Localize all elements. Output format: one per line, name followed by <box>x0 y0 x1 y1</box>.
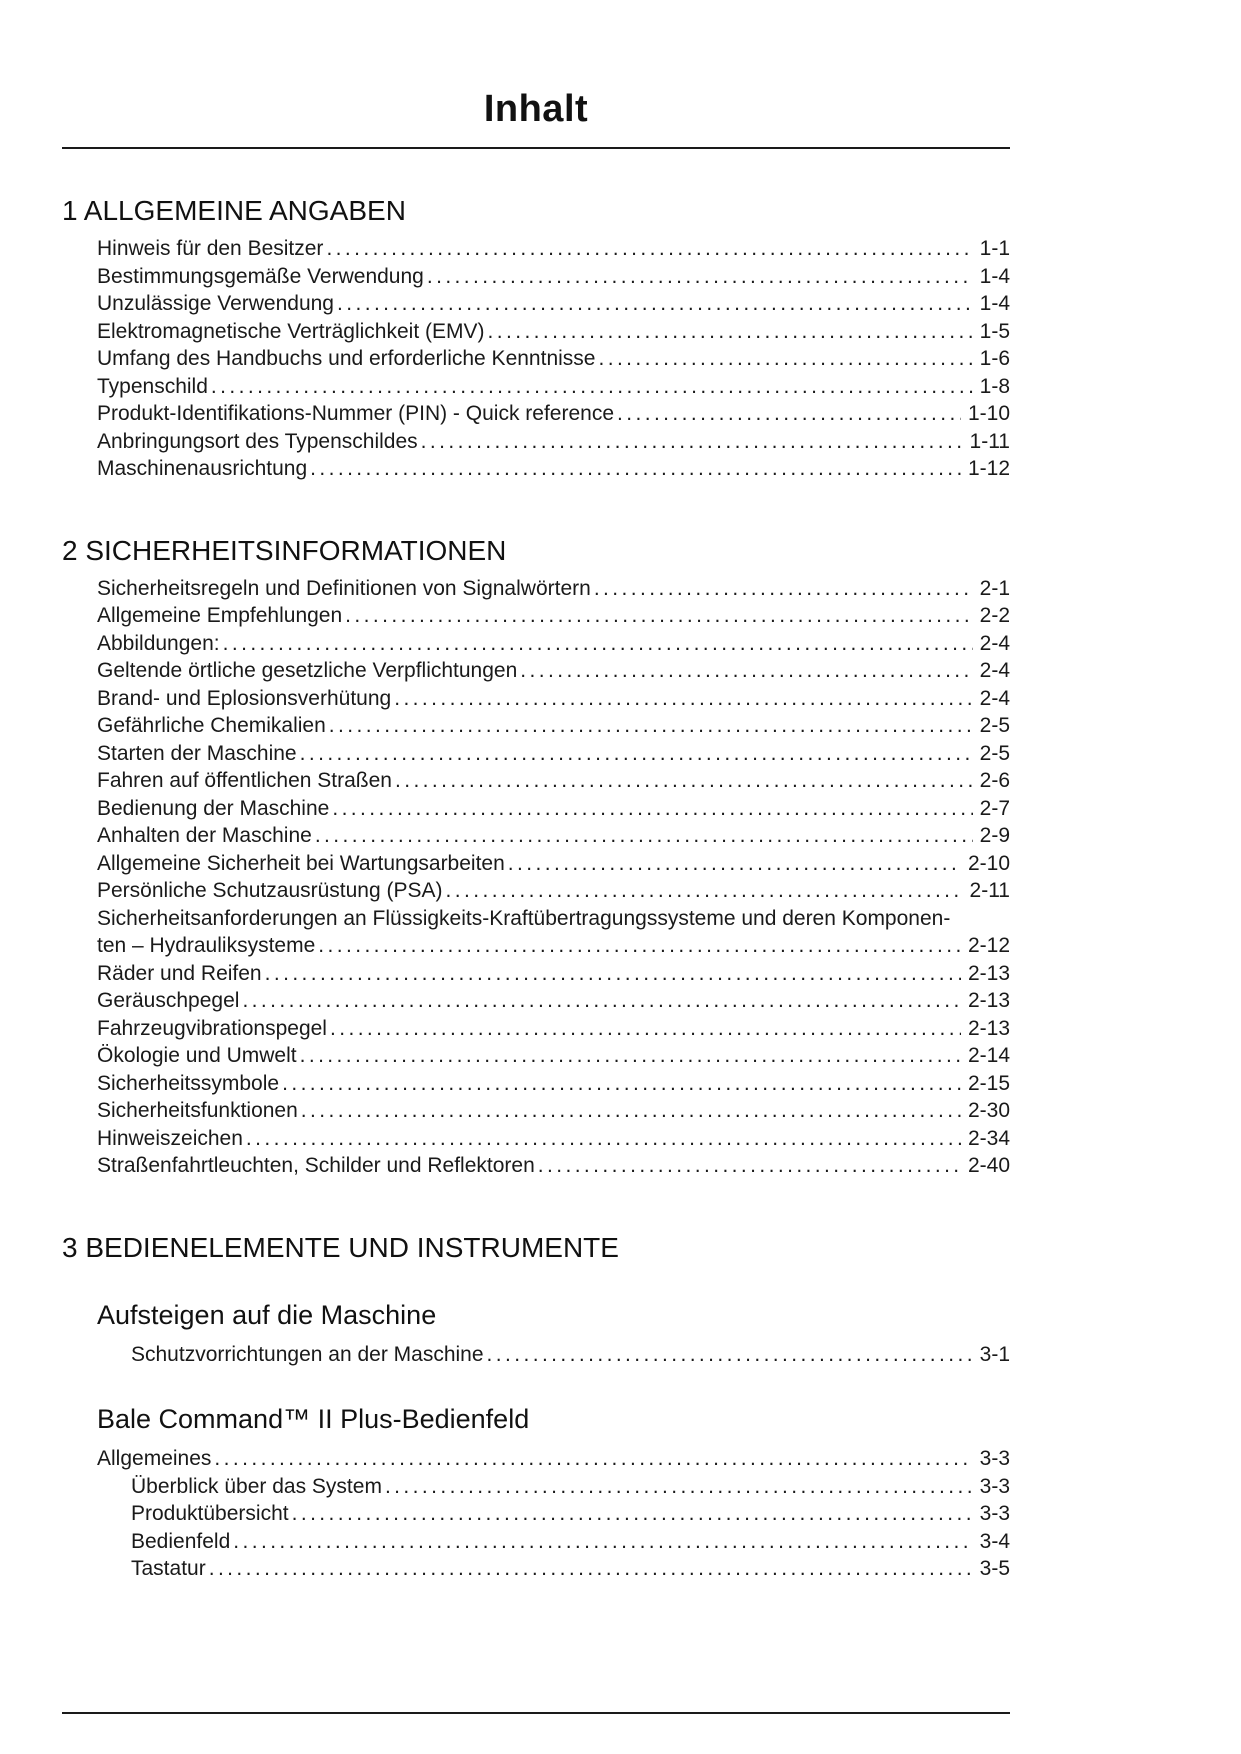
dot-leader <box>594 575 973 603</box>
toc-entry-label: Überblick über das System <box>131 1474 382 1498</box>
toc-entry-label: Tastatur <box>131 1557 206 1580</box>
toc-entry-label: Persönliche Schutzausrüstung (PSA) <box>97 879 443 902</box>
subsection-heading: Aufsteigen auf die Maschine <box>97 1299 437 1330</box>
toc-entry <box>97 1097 1010 1125</box>
toc-entry-page: 3-4 <box>979 1529 1010 1553</box>
section-heading: 1 ALLGEMEINE ANGABEN <box>62 195 406 226</box>
toc-entry-label: Räder und Reifen <box>97 961 262 985</box>
toc-section <box>62 195 1010 483</box>
toc-entry-page: 2-13 <box>967 1016 1010 1040</box>
toc-entry-page: 2-4 <box>979 631 1010 655</box>
toc-entry <box>97 428 1010 456</box>
toc-entry-page: 2-6 <box>979 769 1010 792</box>
bottom-divider <box>62 1712 1010 1714</box>
toc-entry-page: 1-12 <box>967 457 1010 480</box>
dot-leader <box>345 602 972 630</box>
toc-entry-label: Abbildungen: <box>97 631 220 655</box>
dot-leader <box>329 712 973 740</box>
toc-entry-label: Anbringungsort des Typenschildes <box>97 429 418 453</box>
toc-entry-page: 3-5 <box>979 1557 1010 1580</box>
dot-leader <box>300 1042 961 1070</box>
toc-entry <box>131 1500 1010 1528</box>
toc-entry <box>97 1070 1010 1098</box>
dot-leader <box>487 1341 973 1369</box>
section-heading: 3 BEDIENELEMENTE UND INSTRUMENTE <box>62 1231 619 1263</box>
toc-entry <box>97 685 1010 713</box>
toc-entry-label: Hinweiszeichen <box>97 1126 243 1150</box>
toc-entry-page: 3-3 <box>979 1474 1010 1498</box>
toc-entry-page: 2-11 <box>969 879 1010 902</box>
toc-entry <box>131 1473 1010 1501</box>
toc-entry <box>97 400 1010 428</box>
toc-entry-page: 2-12 <box>967 934 1010 957</box>
page-title: Inhalt <box>483 88 589 130</box>
toc <box>62 195 1010 1583</box>
toc-entry-label: Elektromagnetische Verträglichkeit (EMV) <box>97 319 485 343</box>
toc-entry-label: Typenschild <box>97 374 208 398</box>
toc-entry-page: 1-4 <box>979 292 1010 315</box>
toc-entry-label: Bedienfeld <box>131 1529 231 1553</box>
toc-entry <box>97 712 1010 740</box>
toc-section <box>62 535 1010 1180</box>
dot-leader <box>385 1473 973 1501</box>
toc-entry-label: Anhalten der Maschine <box>97 824 312 847</box>
toc-entry <box>97 1042 1010 1070</box>
toc-entry <box>97 235 1010 263</box>
dot-leader <box>427 263 973 291</box>
toc-entry <box>97 877 1010 905</box>
toc-entry-label: Allgemeines <box>97 1447 212 1470</box>
toc-entry-page: 2-10 <box>967 851 1010 875</box>
dot-leader <box>292 1500 973 1528</box>
toc-entry-page: 1-4 <box>979 264 1010 288</box>
section-heading: 2 SICHERHEITSINFORMATIONEN <box>62 534 507 566</box>
toc-entry <box>97 850 1010 878</box>
toc-entry <box>97 373 1010 401</box>
dot-leader <box>318 932 961 960</box>
toc-entry <box>97 987 1010 1015</box>
dot-leader <box>446 877 963 905</box>
toc-entry-page: 2-5 <box>979 741 1010 765</box>
dot-leader <box>617 400 961 428</box>
toc-entry <box>97 290 1010 318</box>
toc-entry-label: Allgemeine Empfehlungen <box>97 604 343 627</box>
toc-entry <box>97 905 1010 933</box>
toc-entry <box>97 575 1010 603</box>
dot-leader <box>301 1097 961 1125</box>
toc-entry-label: Gefährliche Chemikalien <box>97 714 326 737</box>
toc-entry-page: 2-4 <box>979 686 1010 710</box>
toc-entry-page: 3-3 <box>979 1502 1010 1525</box>
toc-entry-page: 2-30 <box>967 1099 1010 1122</box>
dot-leader <box>300 740 973 768</box>
toc-entry-page: 2-13 <box>967 961 1010 985</box>
toc-entry-page: 1-11 <box>969 429 1010 453</box>
toc-entry-page: 3-1 <box>979 1342 1010 1366</box>
toc-entry <box>97 740 1010 768</box>
toc-entry <box>97 767 1010 795</box>
toc-entry-page: 1-1 <box>979 237 1010 260</box>
toc-entry-page: 1-8 <box>979 374 1010 398</box>
toc-section <box>62 1232 1010 1583</box>
toc-entry-label: Geltende örtliche gesetzliche Verpflichtungen <box>97 659 518 682</box>
dot-leader <box>209 1555 973 1583</box>
dot-leader <box>394 685 972 713</box>
toc-entry-label: Straßenfahrtleuchten, Schilder und Reflektoren <box>97 1154 535 1177</box>
toc-entry <box>131 1341 1010 1369</box>
toc-entry-label: Sicherheitsanforderungen an Flüssigkeits-Kraftübertragungssysteme und deren Komponen- <box>97 906 951 930</box>
toc-entry <box>97 345 1010 373</box>
toc-entry <box>97 822 1010 850</box>
toc-entry-label: Sicherheitsfunktionen <box>97 1099 298 1122</box>
toc-entry-label: Bestimmungsgemäße Verwendung <box>97 264 424 288</box>
toc-entry-page: 2-4 <box>979 659 1010 682</box>
toc-entry-page: 1-5 <box>979 319 1010 343</box>
toc-entry-page: 2-1 <box>979 576 1010 600</box>
toc-entry-label: Schutzvorrichtungen an der Maschine <box>131 1342 484 1366</box>
toc-entry <box>131 1555 1010 1583</box>
toc-entry-label: Fahren auf öffentlichen Straßen <box>97 769 392 792</box>
toc-entry-page: 2-2 <box>979 604 1010 627</box>
dot-leader <box>598 345 972 373</box>
toc-entry-page: 3-3 <box>979 1447 1010 1470</box>
dot-leader <box>508 850 961 878</box>
toc-entry <box>97 960 1010 988</box>
toc-entry-page: 1-6 <box>979 347 1010 370</box>
toc-entry-label: Ökologie und Umwelt <box>97 1044 297 1067</box>
dot-leader <box>265 960 961 988</box>
dot-leader <box>246 1125 961 1153</box>
dot-leader <box>282 1070 961 1098</box>
subsection-heading: Bale Command™ II Plus-Bedienfeld <box>97 1404 530 1434</box>
toc-entry-page: 2-15 <box>967 1071 1010 1095</box>
toc-entry-label: Produkt-Identifikations-Nummer (PIN) - Quick reference <box>97 402 614 425</box>
toc-entry <box>97 455 1010 483</box>
toc-entry <box>97 318 1010 346</box>
toc-entry <box>97 263 1010 291</box>
toc-entry <box>97 1015 1010 1043</box>
dot-leader <box>520 657 972 685</box>
toc-entry-label: Fahrzeugvibrationspegel <box>97 1016 327 1040</box>
toc-entry-page: 2-13 <box>967 989 1010 1012</box>
toc-entry-label: Umfang des Handbuchs und erforderliche Kenntnisse <box>97 347 596 370</box>
toc-entry-label: Bedienung der Maschine <box>97 796 330 820</box>
dot-leader <box>421 428 963 456</box>
dot-leader <box>337 290 973 318</box>
toc-entry <box>97 602 1010 630</box>
toc-entry-label: Brand- und Eplosionsverhütung <box>97 686 392 710</box>
toc-entry <box>97 630 1010 658</box>
dot-leader <box>538 1152 961 1180</box>
toc-entry <box>97 1445 1010 1473</box>
toc-entry-label: Starten der Maschine <box>97 741 297 765</box>
toc-entry <box>97 932 1010 960</box>
toc-entry <box>131 1528 1010 1556</box>
dot-leader <box>395 767 973 795</box>
toc-entry-page: 2-9 <box>979 824 1010 847</box>
dot-leader <box>214 1445 972 1473</box>
toc-entry-page: 2-5 <box>979 714 1010 737</box>
dot-leader <box>211 373 973 401</box>
toc-entry-label: Geräuschpegel <box>97 989 240 1012</box>
toc-entry-label: Allgemeine Sicherheit bei Wartungsarbeiten <box>97 851 505 875</box>
toc-entry-page: 2-34 <box>967 1126 1010 1150</box>
dot-leader <box>233 1528 972 1556</box>
toc-entry-page: 1-10 <box>967 402 1010 425</box>
title-divider <box>62 147 1010 149</box>
dot-leader <box>310 455 961 483</box>
dot-leader <box>330 1015 961 1043</box>
toc-entry <box>97 795 1010 823</box>
toc-entry <box>97 657 1010 685</box>
toc-entry-label: Produktübersicht <box>131 1502 289 1525</box>
toc-entry-label: Sicherheitsregeln und Definitionen von Signalwörtern <box>97 576 591 600</box>
toc-entry-label: Maschinenausrichtung <box>97 457 308 480</box>
toc-entry-page: 2-14 <box>967 1044 1010 1067</box>
dot-leader <box>326 235 972 263</box>
toc-entry <box>97 1125 1010 1153</box>
toc-entry-label: Unzulässige Verwendung <box>97 292 334 315</box>
dot-leader <box>488 318 973 346</box>
toc-entry-label: ten – Hydrauliksysteme <box>97 934 316 957</box>
dot-leader <box>242 987 961 1015</box>
dot-leader <box>223 630 973 658</box>
dot-leader <box>332 795 972 823</box>
toc-entry-page: 2-7 <box>979 796 1010 820</box>
toc-entry-page: 2-40 <box>967 1154 1010 1177</box>
toc-entry-label: Hinweis für den Besitzer <box>97 237 324 260</box>
toc-entry <box>97 1152 1010 1180</box>
toc-entry-label: Sicherheitssymbole <box>97 1071 280 1095</box>
dot-leader <box>315 822 973 850</box>
